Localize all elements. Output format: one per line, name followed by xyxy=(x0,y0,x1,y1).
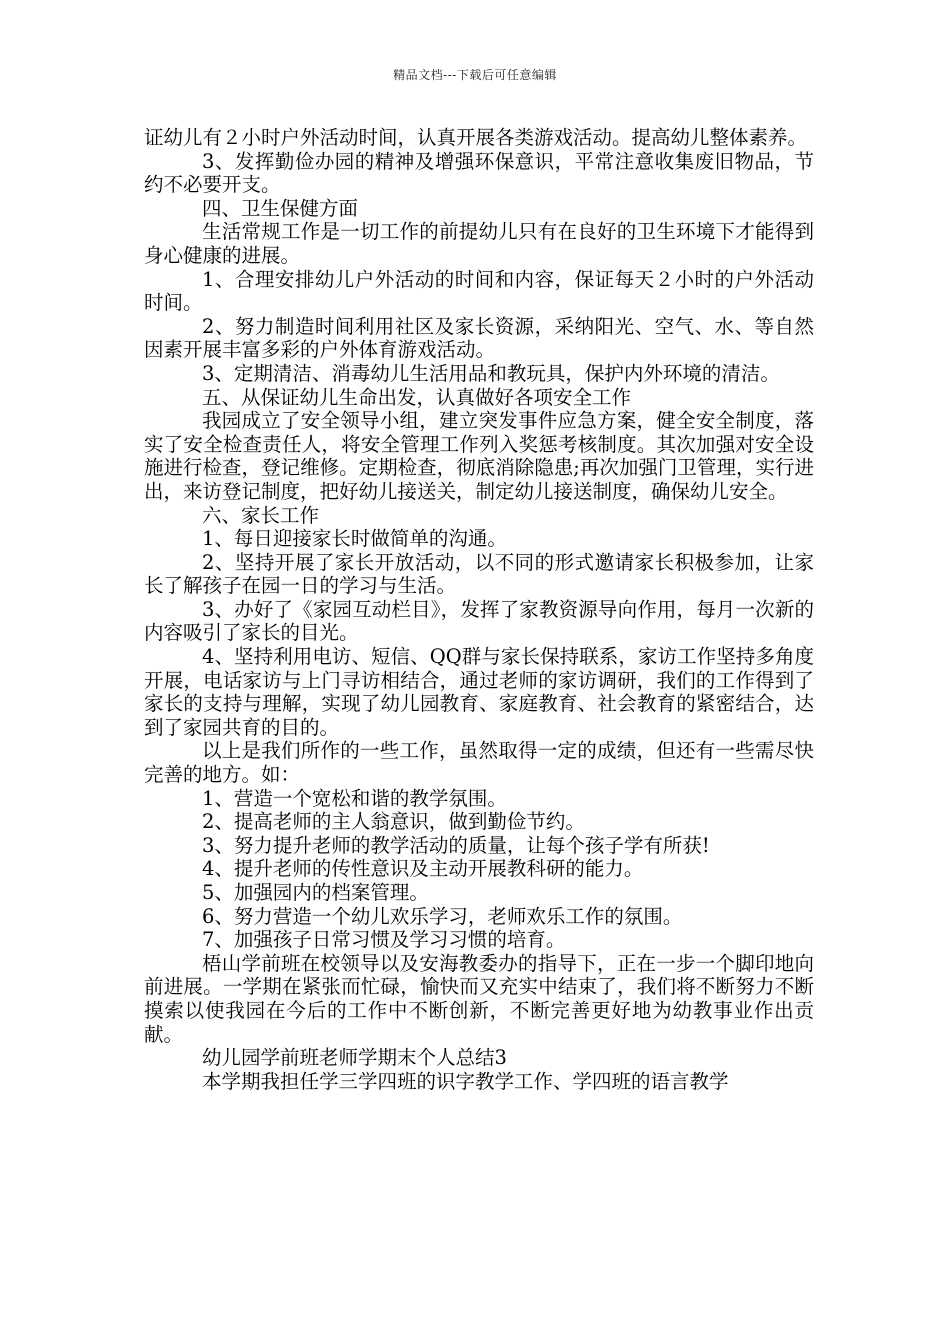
paragraph: 1、营造一个宽松和谐的教学氛围。 xyxy=(202,786,507,810)
paragraph: 2、坚持开展了家长开放活动，以不同的形式邀请家长积极参加，让家长了解孩子在园一日的学习与生活。 xyxy=(144,550,814,598)
paragraph: 3、办好了《家园互动栏目》，发挥了家教资源导向作用，每月一次新的内容吸引了家长的目光。 xyxy=(144,597,814,645)
paragraph: 4、提升老师的传性意识及主动开展教科研的能力。 xyxy=(202,857,644,881)
paragraph: 1、每日迎接家长时做简单的沟通。 xyxy=(202,527,507,551)
paragraph: 2、提高老师的主人翁意识，做到勤俭节约。 xyxy=(202,810,585,834)
paragraph: 以上是我们所作的一些工作，虽然取得一定的成绩，但还有一些需尽快完善的地方。如： xyxy=(144,739,814,787)
paragraph: 5、加强园内的档案管理。 xyxy=(202,881,429,904)
paragraph: 生活常规工作是一切工作的前提幼儿只有在良好的卫生环境下才能得到身心健康的进展。 xyxy=(144,220,814,267)
paragraph: 五、从保证幼儿生命出发，认真做好各项安全工作 xyxy=(202,385,632,409)
paragraph: 四、卫生保健方面 xyxy=(202,196,359,220)
paragraph: 3、定期清洁、消毒幼儿生活用品和教玩具，保护内外环境的清洁。 xyxy=(202,361,780,385)
paragraph: 2、努力制造时间利用社区及家长资源，采纳阳光、空气、水、等自然因素开展丰富多彩的户外体育游戏活动。 xyxy=(144,314,814,362)
paragraph: 3、努力提升老师的教学活动的质量，让每个孩子学有所获! xyxy=(202,833,710,857)
paragraph: 本学期我担任学三学四班的识字教学工作、学四班的语言教学 xyxy=(202,1069,729,1093)
paragraph: 我园成立了安全领导小组，建立突发事件应急方案，健全安全制度，落实了安全检查责任人，将安全管理工作列入奖惩考核制度。其次加强对安全设施进行检查，登记维修。定期检查，彻底消除隐患;再次加强门卫管理，实行进出，来访登记制度，把好幼儿接送关，制定幼儿接送制度，确保幼儿安全。 xyxy=(144,409,814,503)
paragraph: 7、加强孩子日常习惯及学习习惯的培育。 xyxy=(202,928,566,952)
paragraph: 幼儿园学前班老师学期末个人总结3 xyxy=(202,1046,507,1070)
paragraph: 4、坚持利用电访、短信、QQ群与家长保持联系，家访工作坚持多角度开展，电话家访与上门寻访相结合，通过老师的家访调研，我们的工作得到了家长的支持与理解，实现了幼儿园教育、家庭教育、社会教育的紧密结合，达到了家园共育的目的。 xyxy=(144,645,814,739)
paragraph: 六、家长工作 xyxy=(202,503,320,527)
document-body xyxy=(144,126,814,1093)
paragraph: 3、发挥勤俭办园的精神及增强环保意识，平常注意收集废旧物品，节约不必要开支。 xyxy=(144,149,814,197)
paragraph: 6、努力营造一个幼儿欢乐学习，老师欢乐工作的氛围。 xyxy=(202,904,683,928)
page-header: 精品文档---下载后可任意编辑 xyxy=(393,68,557,82)
paragraph: 梧山学前班在校领导以及安海教委办的指导下，正在一步一个脚印地向前进展。一学期在紧张而忙碌，愉快而又充实中结束了，我们将不断努力不断摸索以使我园在今后的工作中不断创新，不断完善更好地为幼教事业作出贡献。 xyxy=(144,951,814,1046)
paragraph: 1、合理安排幼儿户外活动的时间和内容，保证每天２小时的户外活动时间。 xyxy=(144,267,814,315)
paragraph: 证幼儿有２小时户外活动时间，认真开展各类游戏活动。提高幼儿整体素养。 xyxy=(144,126,808,149)
